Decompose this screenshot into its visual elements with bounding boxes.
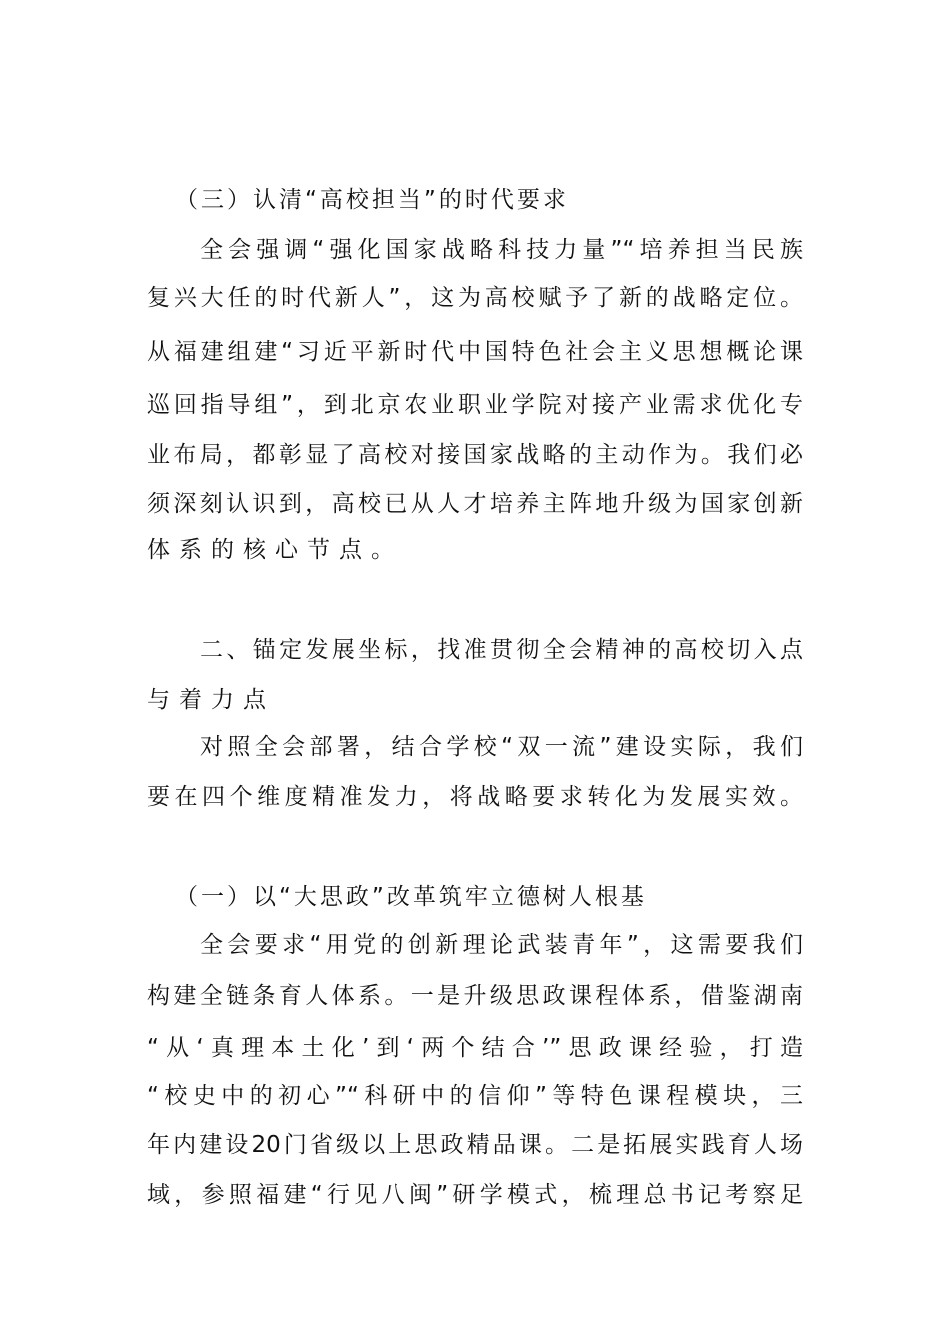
paragraph-line: 年内建设20门省级以上思政精品课。二是拓展实践育人场 [147,1132,803,1158]
chapter-heading-line: 二、锚定发展坐标，找准贯彻全会精神的高校切入点 [200,637,803,663]
paragraph-line: 业布局，都彰显了高校对接国家战略的主动作为。我们必 [147,442,803,468]
paragraph-line: “从‘真理本土化’到‘两个结合’”思政课经验，打造 [147,1035,803,1061]
paragraph-line: 全会强调“强化国家战略科技力量”“培养担当民族 [200,237,803,263]
paragraph-line: 要在四个维度精准发力，将战略要求转化为发展实效。 [147,784,803,810]
paragraph-line: “校史中的初心”“科研中的信仰”等特色课程模块，三 [147,1083,803,1109]
chapter-heading-line: 与着力点 [147,687,275,713]
paragraph-line: 对照全会部署，结合学校“双一流”建设实际，我们 [200,734,803,760]
paragraph-line: 从福建组建“习近平新时代中国特色社会主义思想概论课 [147,339,803,365]
paragraph-line: 巡回指导组”，到北京农业职业学院对接产业需求优化专 [147,392,803,418]
paragraph-line: 体系的核心节点。 [147,537,403,563]
paragraph-line: 域，参照福建“行见八闽”研学模式，梳理总书记考察足 [147,1182,803,1208]
paragraph-line: 须深刻认识到，高校已从人才培养主阵地升级为国家创新 [147,491,803,517]
section-heading-3: （三）认清“高校担当”的时代要求 [175,187,569,213]
paragraph-line: 全会要求“用党的创新理论武装青年”，这需要我们 [200,932,803,958]
paragraph-line: 构建全链条育人体系。一是升级思政课程体系，借鉴湖南 [147,983,803,1009]
section-heading-1: （一）以“大思政”改革筑牢立德树人根基 [175,884,647,910]
paragraph-line: 复兴大任的时代新人”，这为高校赋予了新的战略定位。 [147,285,803,311]
